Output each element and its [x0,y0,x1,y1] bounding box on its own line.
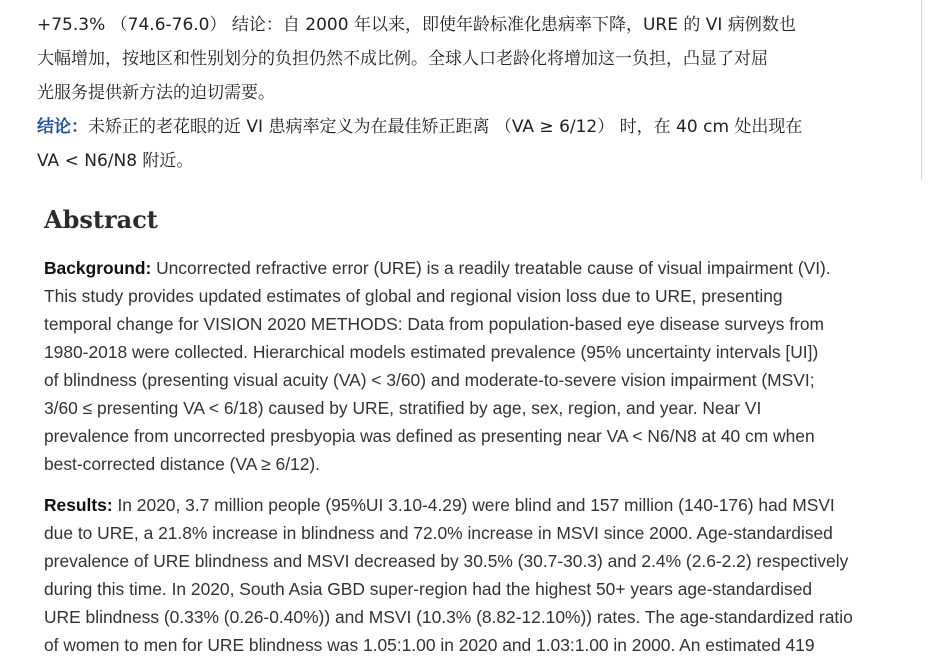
results-line: prevalence of URE blindness and MSVI decreased by 30.5% (30.7-30.3) and 2.4% (2.6-2.2) respectively [44,551,849,571]
translation-line-3: 光服务提供新方法的迫切需要。 [37,83,275,103]
background-line: best-corrected distance (VA ≥ 6/12). [44,454,321,474]
results-paragraph [44,491,884,659]
translation-line-2: 大幅增加，按地区和性别划分的负担仍然不成比例。全球人口老龄化将增加这一负担，凸显了对屈 [37,49,768,69]
background-line: 1980-2018 were collected. Hierarchical models estimated prevalence (95% uncertainty intervals [UI]) [44,342,819,362]
background-line: This study provides updated estimates of global and regional vision loss due to URE, presenting [44,286,783,306]
results-label: Results: [44,495,113,515]
background-line: temporal change for VISION 2020 METHODS: Data from population-based eye disease surveys from [44,314,825,334]
results-line: Results: In 2020, 3.7 million people (95%UI 3.10-4.29) were blind and 157 million (140-176) had MSVI [44,495,835,515]
results-line: during this time. In 2020, South Asia GBD super-region had the highest 50+ years age-standardised [44,579,813,599]
background-paragraph [44,254,884,478]
translation-line-1: +75.3% （74.6-76.0） 结论：自 2000 年以来，即使年龄标准化患病率下降，URE 的 VI 病例数也 [37,15,796,35]
abstract-heading: Abstract [44,205,158,234]
results-line: of women to men for URE blindness was 1.05:1.00 in 2020 and 1.03:1.00 in 2000. An estimated 419 [44,635,815,655]
background-line: 3/60 ≤ presenting VA < 6/18) caused by URE, stratified by age, sex, region, and year. Near VI [44,398,762,418]
background-label: Background: [44,258,152,278]
background-line: prevalence from uncorrected presbyopia was defined as presenting near VA < N6/N8 at 40 cm when [44,426,815,446]
translation-conclusion [37,110,897,144]
results-line: due to URE, a 21.8% increase in blindness and 72.0% increase in MSVI since 2000. Age-standardised [44,523,833,543]
conclusion-label: 结论： [37,117,88,137]
scrollbar-track[interactable] [921,0,922,180]
background-line: Background: Uncorrected refractive error (URE) is a readily treatable cause of visual impairment (VI). [44,258,831,278]
translation-conclusion-cont: VA < N6/N8 附近。 [37,151,194,171]
results-line: URE blindness (0.33% (0.26-0.40%)) and MSVI (10.3% (8.82-12.10%)) rates. The age-standardized ratio [44,607,853,627]
background-line: of blindness (presenting visual acuity (VA) < 3/60) and moderate-to-severe vision impairment (MSVI; [44,370,815,390]
conclusion-text: 未矫正的老花眼的近 VI 患病率定义为在最佳矫正距离 （VA ≥ 6/12） 时，在 40 cm 处出现在 [88,117,803,137]
